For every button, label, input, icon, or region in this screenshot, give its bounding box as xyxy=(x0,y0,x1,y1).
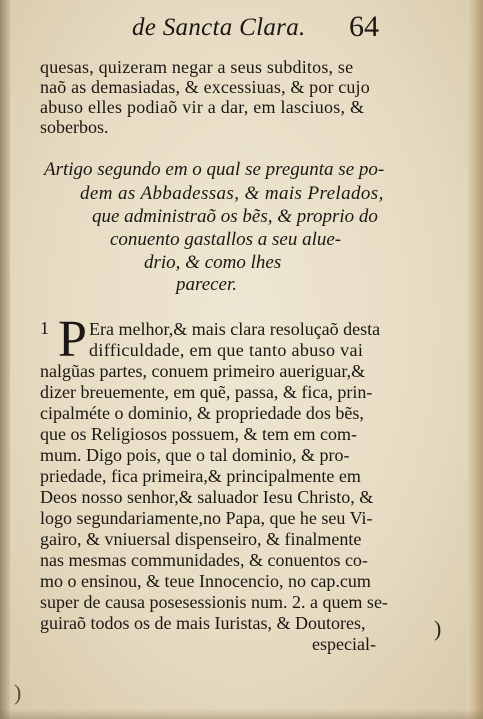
text-line: abuso elles podiaõ vir a dar, em lasciuos, & xyxy=(40,97,365,117)
text-line: Deos nosso senhor,& saluador Iesu Christo, & xyxy=(40,487,374,507)
page-number: 64 xyxy=(349,10,379,43)
running-head: de Sancta Clara. xyxy=(132,14,306,41)
text-line: nalgũas partes, conuem primeiro aueriguar,& xyxy=(40,361,366,381)
text-line: guiraõ todos os de mais Iuristas, & Doutores, xyxy=(40,613,366,633)
text-line: difficuldade, em que tanto abuso vai xyxy=(89,340,364,360)
text-line: gairo, & vniuersal dispenseiro, & finalmente xyxy=(40,529,362,549)
text-line: quesas, quizeram negar a seus subditos, se xyxy=(40,57,354,77)
catchword: especial- xyxy=(312,634,376,654)
margin-mark: ) xyxy=(434,616,442,641)
text-line: nas mesmas communidades, & conuentos co- xyxy=(40,550,368,570)
text-line: cipalméte o dominio, & propriedade dos bẽs, xyxy=(40,403,364,423)
text-line: mo o ensinou, & teue Innocencio, no cap.cum xyxy=(40,571,371,591)
text-line: dizer breuemente, em quẽ, passa, & fica, prin- xyxy=(40,382,373,402)
section-number: 1 xyxy=(40,318,49,338)
page-bottom-shadow xyxy=(0,709,483,719)
article-heading-line: que administraõ os bẽs, & proprio do xyxy=(92,206,378,227)
text-line: logo segundariamente,no Papa, que he seu Vi- xyxy=(40,508,373,528)
text-line: soberbos. xyxy=(40,117,109,137)
article-heading-line: Artigo segundo em o qual se pregunta se po- xyxy=(44,159,385,180)
margin-bracket: ) xyxy=(14,680,22,705)
article-heading-line: conuento gastallos a seu alue- xyxy=(110,229,342,250)
article-heading-line: parecer. xyxy=(176,274,238,295)
text-line: super de causa posesessionis num. 2. a quem se- xyxy=(40,592,388,612)
article-heading-line: drio, & como lhes xyxy=(144,252,282,273)
text-line: Era melhor,& mais clara resoluçaõ desta xyxy=(89,319,381,339)
text-line: naõ as demasiadas, & excessiuas, & por cujo xyxy=(40,77,370,97)
page-gutter-shadow xyxy=(0,0,10,719)
page-edge xyxy=(467,0,483,719)
text-line: que os Religiosos possuem, & tem em com- xyxy=(40,424,357,444)
article-heading-line: dem as Abbadessas, & mais Prelados, xyxy=(80,183,384,204)
text-line: priedade, fica primeira,& principalmente em xyxy=(40,466,361,486)
drop-cap: P xyxy=(58,311,87,368)
text-line: mum. Digo pois, que o tal dominio, & pro- xyxy=(40,445,350,465)
